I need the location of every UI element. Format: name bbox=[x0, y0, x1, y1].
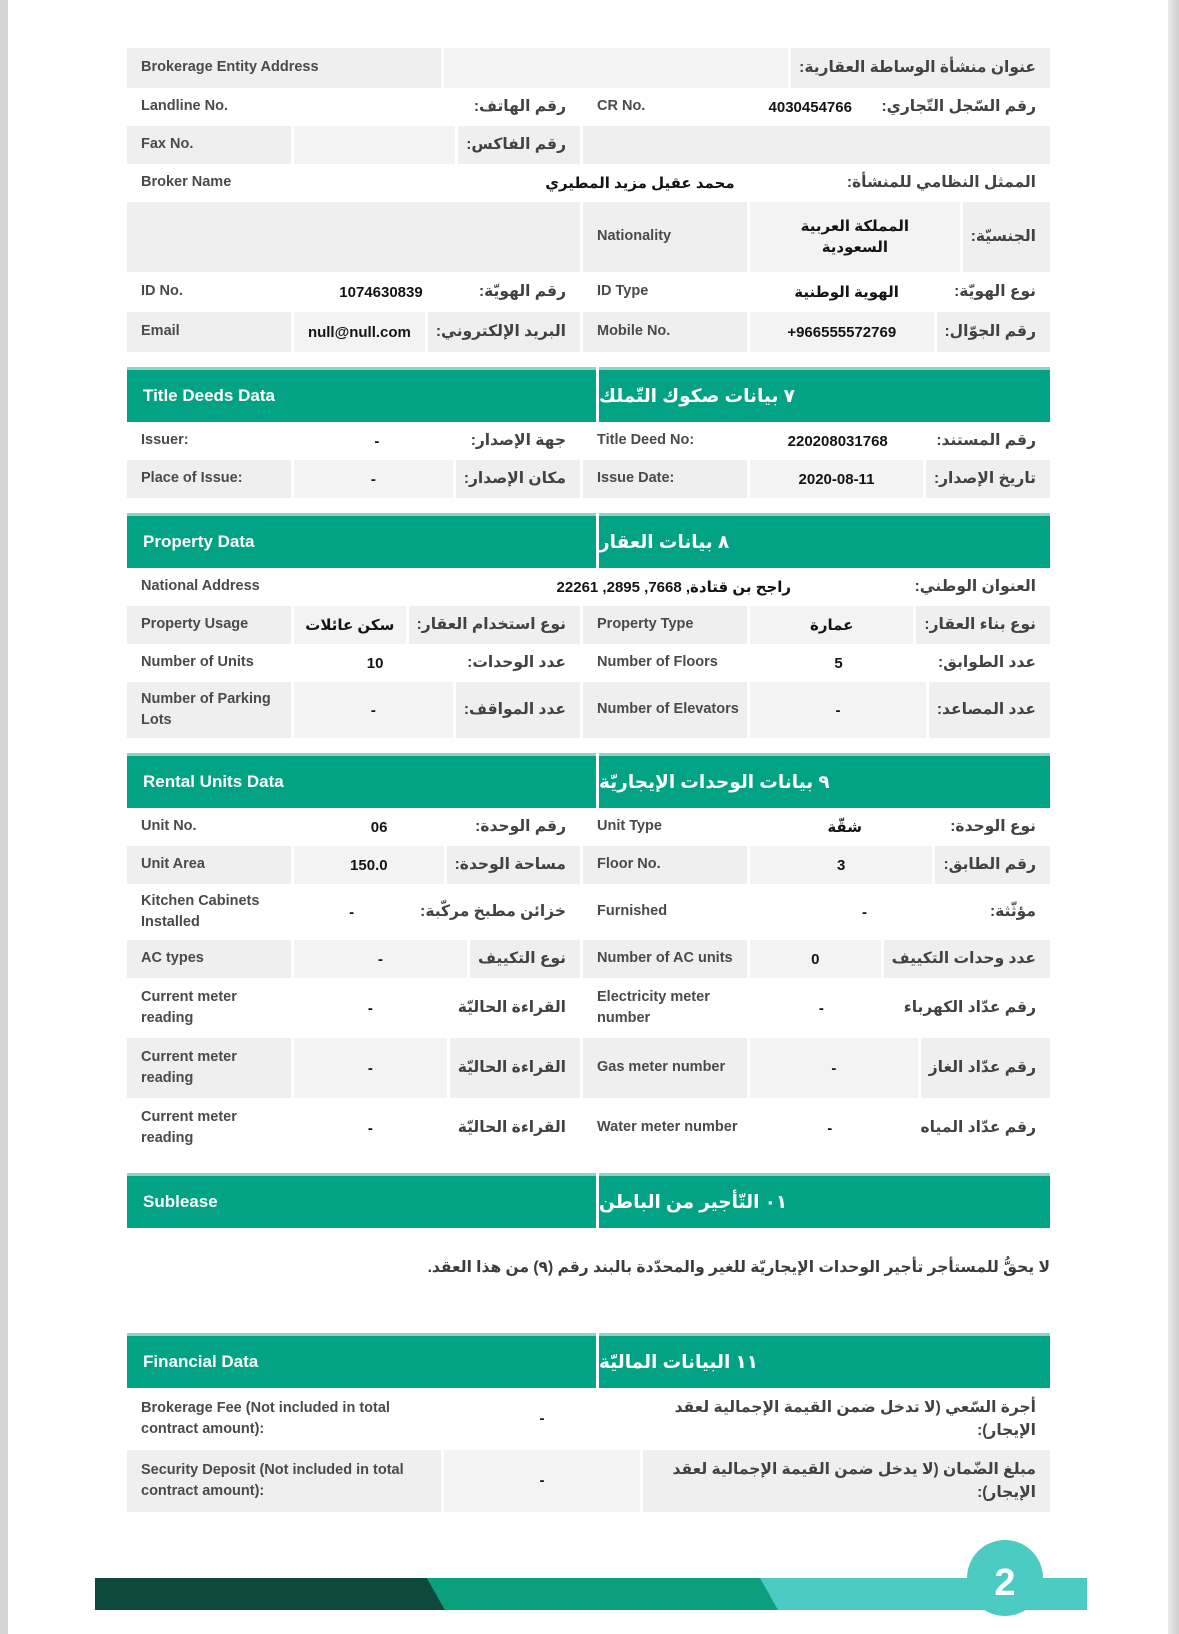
table-row-usage-type bbox=[127, 606, 1050, 644]
empty-cell bbox=[127, 202, 580, 272]
table-row-national-address bbox=[127, 568, 1050, 606]
scrollbar-track[interactable] bbox=[1168, 0, 1179, 1634]
section-header-rental-units bbox=[127, 753, 1050, 808]
section-title-en: Title Deeds Data bbox=[127, 367, 596, 422]
table-row-landline-cr bbox=[127, 88, 1050, 126]
section-title-ar: ١١ البيانات الماليّة bbox=[599, 1333, 1050, 1388]
section-title-ar: ٠١ التّأجير من الباطن bbox=[599, 1173, 1050, 1228]
label-ar: رقم الجوّال: bbox=[937, 312, 1050, 352]
page-left-edge bbox=[0, 0, 8, 1634]
label-en: Nationality bbox=[583, 202, 747, 272]
label-ar: نوع استخدام العقار: bbox=[409, 606, 580, 644]
table-row-parking-elevators bbox=[127, 682, 1050, 738]
section-title-ar: ٨ بيانات العقار bbox=[599, 513, 1050, 568]
label-en: Number of Elevators bbox=[583, 682, 747, 738]
label-en: Place of Issue: bbox=[127, 460, 291, 498]
label-en: Kitchen Cabinets Installed bbox=[141, 892, 260, 930]
section-title-en: Rental Units Data bbox=[127, 753, 596, 808]
value: 4030454766 bbox=[768, 98, 852, 116]
table-row-email-mobile bbox=[127, 312, 1050, 352]
table-row-ac bbox=[127, 940, 1050, 978]
label-en: CR No. bbox=[597, 98, 646, 115]
label-ar: نوع التكييف bbox=[470, 940, 580, 978]
label-en: Number of Floors bbox=[597, 654, 718, 671]
value: - bbox=[827, 1119, 833, 1137]
value: 06 bbox=[370, 818, 388, 836]
value bbox=[444, 48, 788, 88]
value: محمد عقيل مزيد المطيري bbox=[545, 174, 735, 192]
value: - bbox=[750, 1038, 918, 1098]
label-en: Floor No. bbox=[583, 846, 747, 884]
label-en: Issuer: bbox=[141, 432, 189, 449]
table-row-nationality bbox=[127, 202, 1050, 272]
label-ar: نوع الوحدة: bbox=[950, 818, 1036, 836]
label-en: Landline No. bbox=[141, 98, 228, 115]
label-ar: نوع الهويّة: bbox=[954, 283, 1036, 301]
label-ar: رقم الطابق: bbox=[935, 846, 1050, 884]
table-row-security-deposit bbox=[127, 1450, 1050, 1512]
value: null@null.com bbox=[294, 312, 425, 352]
label-en: ID Type bbox=[597, 283, 649, 300]
label-ar: العنوان الوطني: bbox=[914, 578, 1036, 596]
value: - bbox=[861, 903, 867, 921]
value: 2020-08-11 bbox=[750, 460, 923, 498]
value: راجح بن قتادة, 7668, 2895, 22261 bbox=[556, 578, 792, 596]
table-row-place-issuedate bbox=[127, 460, 1050, 498]
label-ar: عدد المصاعد: bbox=[929, 682, 1050, 738]
label-en: Gas meter number bbox=[583, 1038, 747, 1098]
table-row-unitno-unittype bbox=[127, 808, 1050, 846]
label-en: AC types bbox=[127, 940, 291, 978]
label-en: Current meter reading bbox=[141, 1108, 237, 1146]
value: - bbox=[294, 460, 453, 498]
value: 10 bbox=[366, 654, 384, 672]
value: - bbox=[539, 1410, 545, 1428]
label-ar: عدد وحدات التكييف bbox=[884, 940, 1050, 978]
section-header-financial bbox=[127, 1333, 1050, 1388]
table-row-brokerage-address bbox=[127, 48, 1050, 88]
table-row-brokerage-fee bbox=[127, 1388, 1050, 1450]
label-ar: عدد المواقف: bbox=[456, 682, 580, 738]
value: - bbox=[367, 999, 373, 1017]
label-en: Water meter number bbox=[597, 1119, 738, 1136]
value: - bbox=[294, 1038, 447, 1098]
section-header-sublease bbox=[127, 1173, 1050, 1228]
label-ar: خزائن مطبخ مركّبة: bbox=[420, 903, 566, 921]
label-ar: تاريخ الإصدار: bbox=[926, 460, 1050, 498]
label-ar: عدد الوحدات: bbox=[467, 654, 566, 672]
value: - bbox=[294, 682, 453, 738]
label-ar: رقم عدّاد المياه bbox=[920, 1119, 1036, 1137]
label-ar: الممثل النظامي للمنشأة: bbox=[846, 174, 1036, 192]
value: 150.0 bbox=[294, 846, 444, 884]
value: - bbox=[294, 940, 467, 978]
empty-cell bbox=[583, 126, 1050, 164]
value: - bbox=[444, 1450, 640, 1512]
value bbox=[294, 88, 463, 126]
sublease-note: لا يحقُّ للمستأجر تأجير الوحدات الإيجاريّة للغير والمحدّدة بالبند رقم (٩) من هذا العقد. bbox=[427, 1259, 1050, 1276]
section-title-en: Property Data bbox=[127, 513, 596, 568]
value: 0 bbox=[750, 940, 881, 978]
label-en: Property Usage bbox=[127, 606, 291, 644]
table-row-broker-name bbox=[127, 164, 1050, 202]
value: الهوية الوطنية bbox=[794, 283, 899, 301]
value: - bbox=[349, 903, 355, 921]
label-en: Electricity meter number bbox=[597, 988, 710, 1026]
value-text: المملكة العربية السعودية bbox=[800, 218, 910, 256]
label-ar: رقم الفاكس: bbox=[458, 126, 580, 164]
section-header-title-deeds bbox=[127, 367, 1050, 422]
value: 3 bbox=[750, 846, 932, 884]
table-row-id bbox=[127, 272, 1050, 312]
section-title-en: Financial Data bbox=[127, 1333, 596, 1388]
label-ar: عنوان منشأة الوساطة العقارية: bbox=[791, 48, 1050, 88]
value: 220208031768 bbox=[787, 432, 888, 450]
value: - bbox=[374, 432, 380, 450]
table-row-area-floor bbox=[127, 846, 1050, 884]
label-en: Current meter reading bbox=[127, 1038, 291, 1098]
label-ar: رقم الهويّة: bbox=[479, 283, 566, 301]
label-ar: رقم الهاتف: bbox=[473, 98, 566, 116]
label-ar: مساحة الوحدة: bbox=[447, 846, 580, 884]
value: - bbox=[750, 682, 926, 738]
label-ar: عدد الطوابق: bbox=[937, 654, 1036, 672]
footer-decorative-bar bbox=[95, 1561, 1087, 1610]
label-en: Unit No. bbox=[141, 818, 197, 835]
label-en: ID No. bbox=[141, 283, 183, 300]
label-en: Brokerage Entity Address bbox=[127, 48, 441, 88]
label-en: Email bbox=[127, 312, 291, 352]
label-en: Issue Date: bbox=[583, 460, 747, 498]
value: - bbox=[818, 999, 824, 1017]
label-ar: رقم السّجل التّجاري: bbox=[881, 98, 1036, 116]
label-ar: أجرة السّعي (لا تدخل ضمن القيمة الإجمالية لعقد الإيجار): bbox=[674, 1398, 1036, 1439]
table-row-fax bbox=[127, 126, 1050, 164]
label-en: Property Type bbox=[583, 606, 747, 644]
section-title-ar: ٩ بيانات الوحدات الإيجاريّة bbox=[599, 753, 1050, 808]
label-en: Security Deposit (Not included in total contract amount): bbox=[127, 1450, 441, 1512]
label-ar: القراءة الحاليّة bbox=[450, 1038, 580, 1098]
value: - bbox=[367, 1119, 373, 1137]
label-en: Furnished bbox=[597, 903, 668, 920]
page-number: 2 bbox=[994, 1561, 1016, 1604]
page-number-bubble bbox=[967, 1540, 1043, 1616]
label-ar: نوع بناء العقار: bbox=[916, 606, 1050, 644]
label-ar: رقم المستند: bbox=[936, 432, 1036, 450]
value bbox=[750, 202, 960, 272]
value: سكن عائلات bbox=[294, 606, 406, 644]
section-title-ar: ٧ بيانات صكوك التّملك bbox=[599, 367, 1050, 422]
label-en: Current meter reading bbox=[141, 988, 237, 1026]
section-header-property bbox=[127, 513, 1050, 568]
label-ar: البريد الإلكتروني: bbox=[428, 312, 580, 352]
table-row-units-floors bbox=[127, 644, 1050, 682]
label-ar: القراءة الحاليّة bbox=[457, 999, 566, 1017]
label-ar: الجنسيّة: bbox=[963, 202, 1050, 272]
label-en: Number of Units bbox=[141, 654, 254, 671]
value: شقّة bbox=[827, 818, 862, 836]
label-ar: رقم عدّاد الكهرباء bbox=[903, 999, 1036, 1017]
value bbox=[294, 126, 455, 164]
label-en: Title Deed No: bbox=[597, 432, 695, 449]
label-ar: القراءة الحاليّة bbox=[457, 1119, 566, 1137]
label-ar: مؤثّثة: bbox=[989, 903, 1036, 921]
value: 1074630839 bbox=[339, 283, 423, 301]
label-en: Unit Type bbox=[597, 818, 662, 835]
table-row-issuer-deedno bbox=[127, 422, 1050, 460]
table-row-water-meter bbox=[127, 1098, 1050, 1158]
label-en: Mobile No. bbox=[583, 312, 747, 352]
label-ar: رقم عدّاد الغاز bbox=[921, 1038, 1050, 1098]
label-en: Fax No. bbox=[127, 126, 291, 164]
label-ar: رقم الوحدة: bbox=[475, 818, 566, 836]
label-ar: جهة الإصدار: bbox=[470, 432, 566, 450]
label-en: National Address bbox=[141, 578, 260, 595]
value: 5 bbox=[834, 654, 843, 672]
table-row-electricity-meter bbox=[127, 978, 1050, 1038]
label-en: Number of AC units bbox=[583, 940, 747, 978]
value: عمارة bbox=[750, 606, 913, 644]
section-title-en: Sublease bbox=[127, 1173, 596, 1228]
table-row-kitchen-furnished bbox=[127, 884, 1050, 940]
label-ar: مبلغ الضّمان (لا يدخل ضمن القيمة الإجمالية لعقد الإيجار): bbox=[643, 1450, 1050, 1512]
table-row-gas-meter bbox=[127, 1038, 1050, 1098]
label-en: Unit Area bbox=[127, 846, 291, 884]
label-en: Number of Parking Lots bbox=[127, 682, 291, 738]
label-en: Broker Name bbox=[141, 174, 232, 191]
label-en: Brokerage Fee (Not included in total contract amount): bbox=[141, 1399, 390, 1437]
label-ar: مكان الإصدار: bbox=[456, 460, 580, 498]
value: +966555572769 bbox=[750, 312, 934, 352]
contract-content bbox=[127, 48, 1050, 1512]
